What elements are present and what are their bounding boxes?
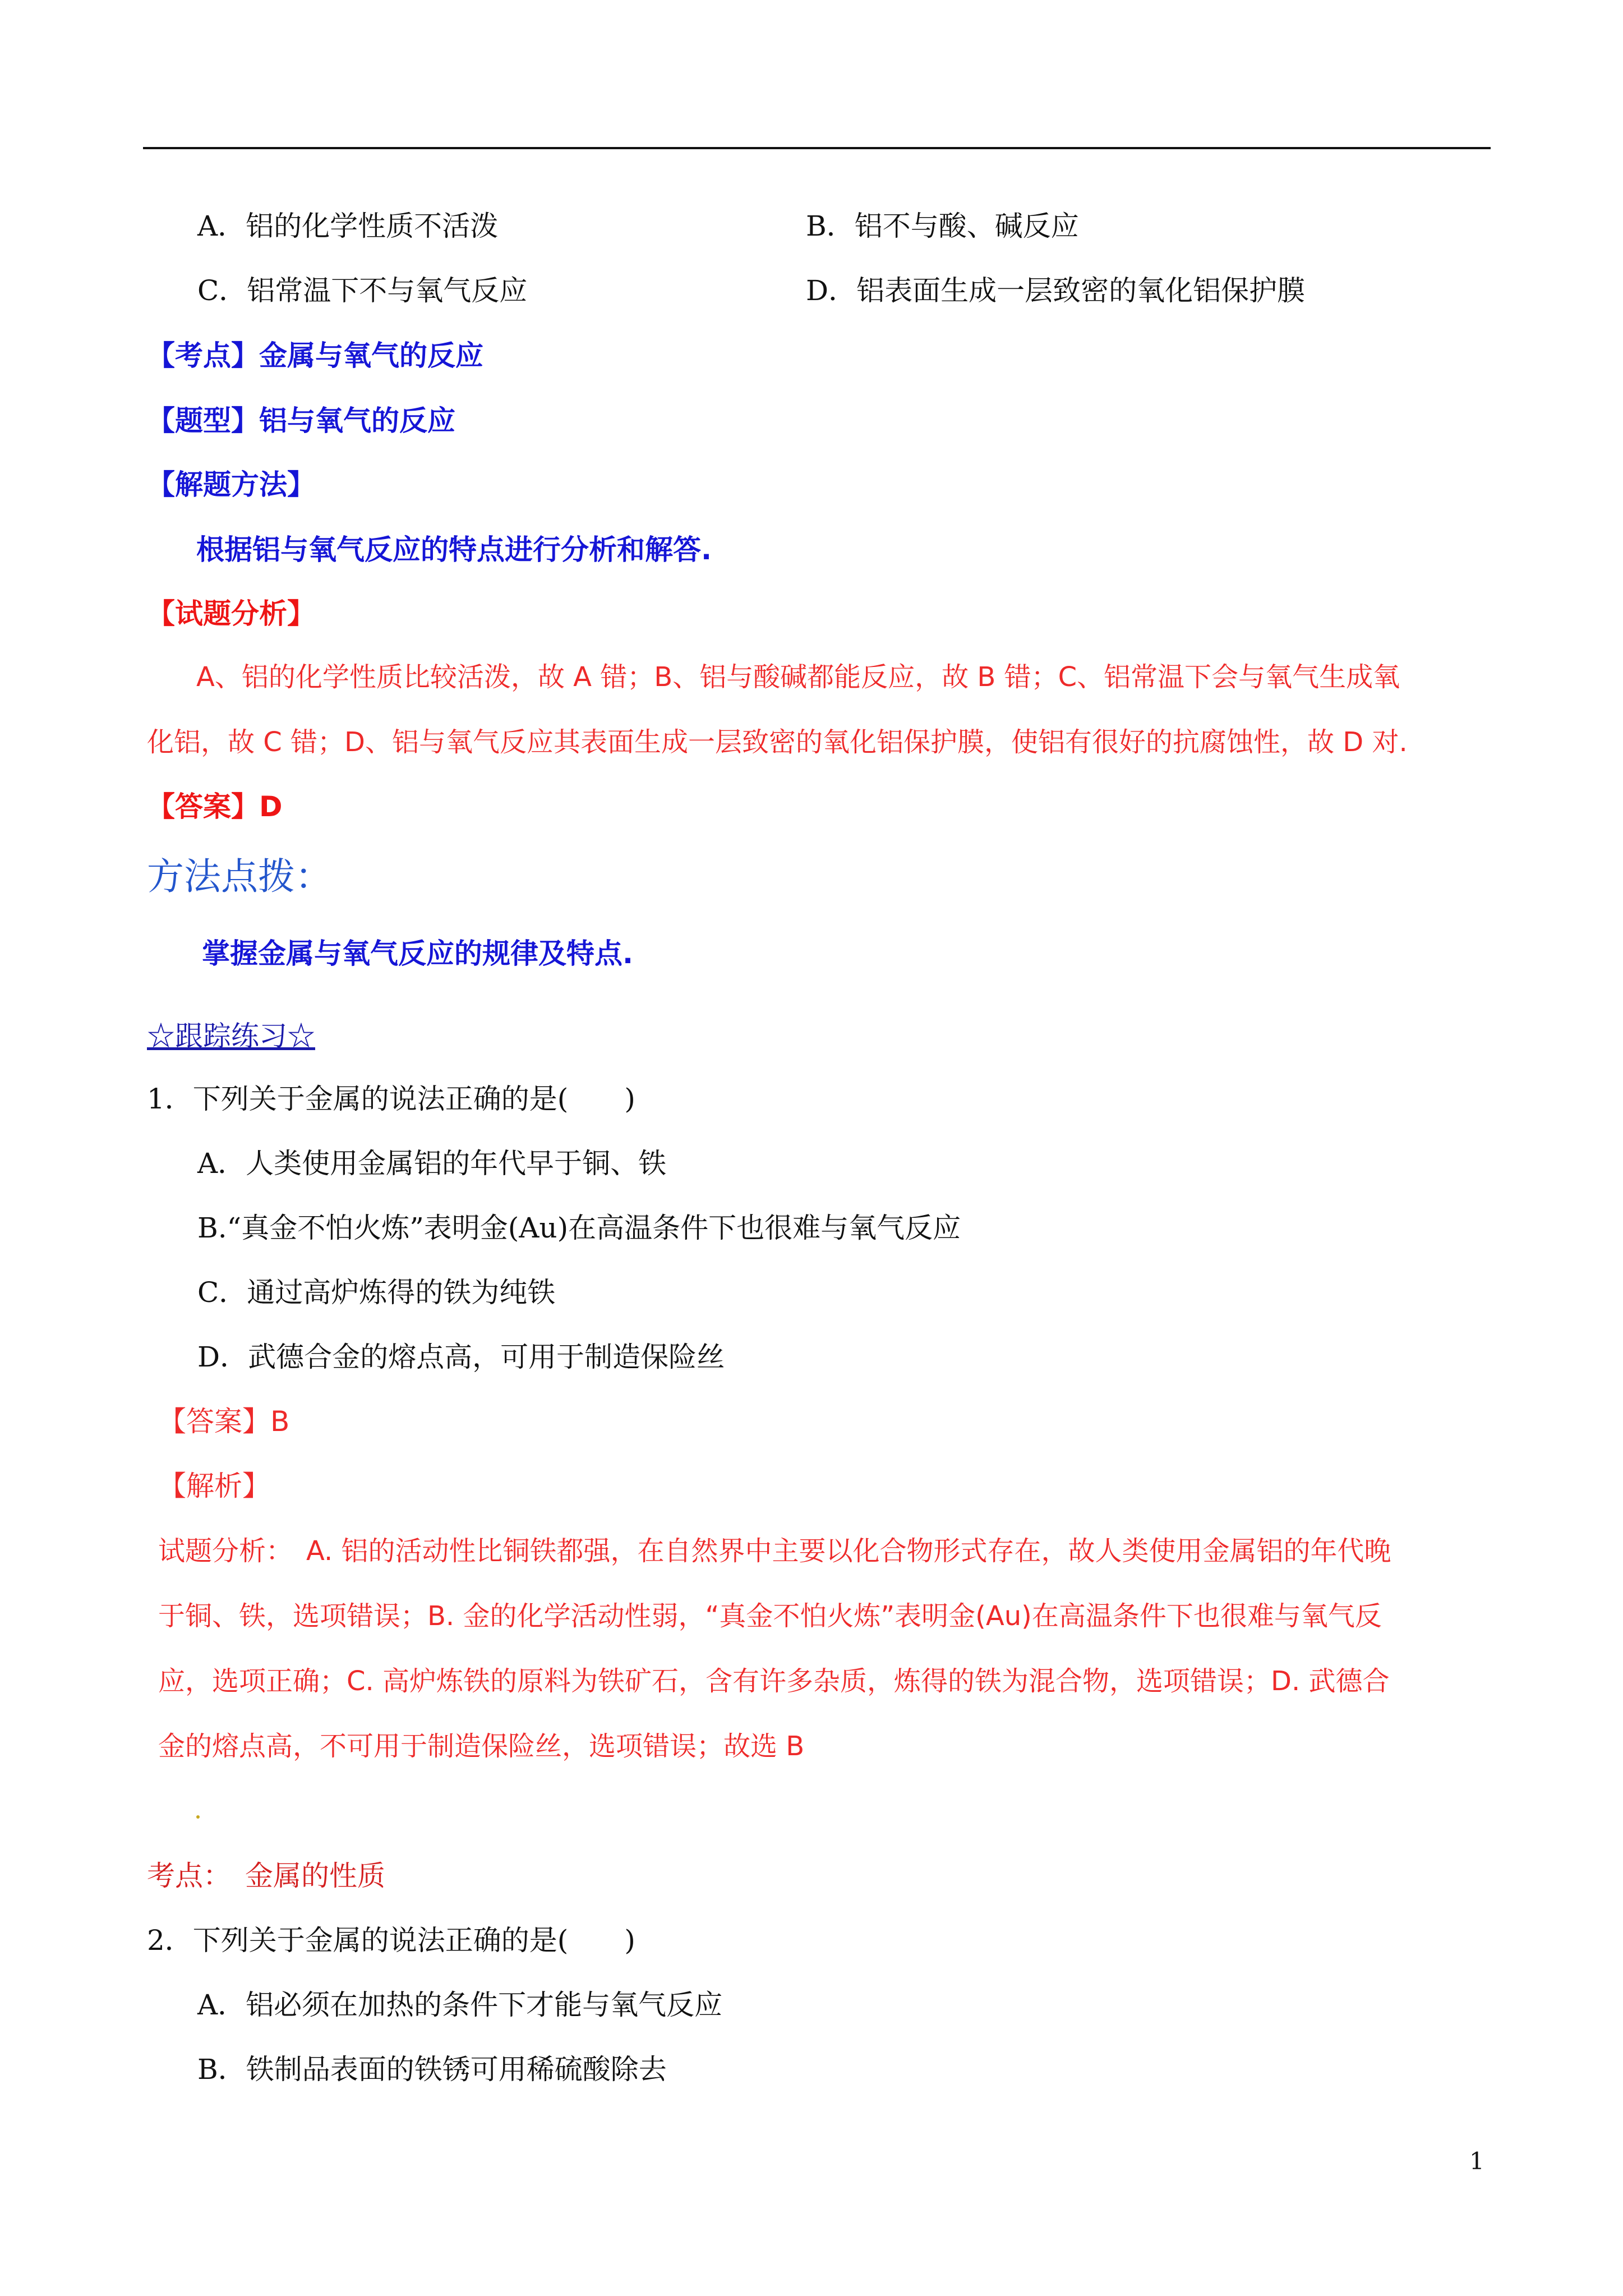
answer: 【答案】D bbox=[147, 790, 283, 823]
q1-option-c: C．通过高炉炼得的铁为纯铁 bbox=[197, 1276, 556, 1309]
page-number: 1 bbox=[1469, 2147, 1484, 2175]
option-d: D．铝表面生成一层致密的氧化铝保护膜 bbox=[806, 274, 1306, 307]
analysis-label: 【试题分析】 bbox=[147, 597, 315, 630]
q2-option-b: B．铁制品表面的铁锈可用稀硫酸除去 bbox=[197, 2053, 667, 2086]
q1-option-b: B.“真金不怕火炼”表明金(Au)在高温条件下也很难与氧气反应 bbox=[197, 1212, 961, 1244]
question-type: 【题型】铝与氧气的反应 bbox=[147, 404, 455, 437]
knowledge-point: 【考点】金属与氧气的反应 bbox=[147, 339, 483, 372]
q1-explain-line-4: 金的熔点高，不可用于制造保险丝，选项错误；故选 B bbox=[158, 1731, 805, 1762]
q1-explain-label: 【解析】 bbox=[158, 1470, 270, 1502]
option-a: A．铝的化学性质不活泼 bbox=[197, 210, 499, 242]
method-label: 【解题方法】 bbox=[147, 468, 315, 501]
q1-stem: 1．下列关于金属的说法正确的是( ) bbox=[147, 1083, 635, 1115]
tips-heading: 方法点拨： bbox=[147, 855, 332, 898]
practice-title[interactable]: ☆跟踪练习☆ bbox=[147, 1020, 315, 1052]
option-c: C．铝常温下不与氧气反应 bbox=[197, 274, 528, 307]
q1-explain-line-3: 应，选项正确；C. 高炉炼铁的原料为铁矿石，含有许多杂质，炼得的铁为混合物，选项错误；D. 武德合 bbox=[158, 1665, 1390, 1697]
q1-explain-line-1: 试题分析： A. 铝的活动性比铜铁都强，在自然界中主要以化合物形式存在，故人类使用金属铝的年代晚 bbox=[158, 1535, 1391, 1567]
q2-option-a: A．铝必须在加热的条件下才能与氧气反应 bbox=[197, 1989, 723, 2021]
q1-explain-line-2: 于铜、铁，选项错误；B. 金的化学活动性弱，“真金不怕火炼”表明金(Au)在高温条件下也很难与氧气反 bbox=[158, 1600, 1382, 1632]
header-rule bbox=[143, 147, 1491, 149]
stray-dot bbox=[196, 1815, 200, 1819]
tips-text: 掌握金属与氧气反应的规律及特点. bbox=[202, 937, 633, 970]
analysis-line-1: A、铝的化学性质比较活泼，故 A 错；B、铝与酸碱都能反应，故 B 错；C、铝常温下会与氧气生成氧 bbox=[196, 661, 1400, 693]
q1-kaodian: 考点： 金属的性质 bbox=[147, 1860, 385, 1892]
q1-answer: 【答案】B bbox=[158, 1405, 290, 1438]
method-text: 根据铝与氧气反应的特点进行分析和解答. bbox=[196, 533, 712, 566]
q2-stem: 2．下列关于金属的说法正确的是( ) bbox=[147, 1924, 635, 1957]
q1-option-d: D．武德合金的熔点高，可用于制造保险丝 bbox=[197, 1341, 725, 1373]
option-b: B．铝不与酸、碱反应 bbox=[806, 210, 1079, 242]
q1-option-a: A．人类使用金属铝的年代早于铜、铁 bbox=[197, 1147, 667, 1180]
analysis-line-2: 化铝，故 C 错；D、铝与氧气反应其表面生成一层致密的氧化铝保护膜，使铝有很好的抗腐蚀性，故 D 对. bbox=[147, 726, 1408, 758]
